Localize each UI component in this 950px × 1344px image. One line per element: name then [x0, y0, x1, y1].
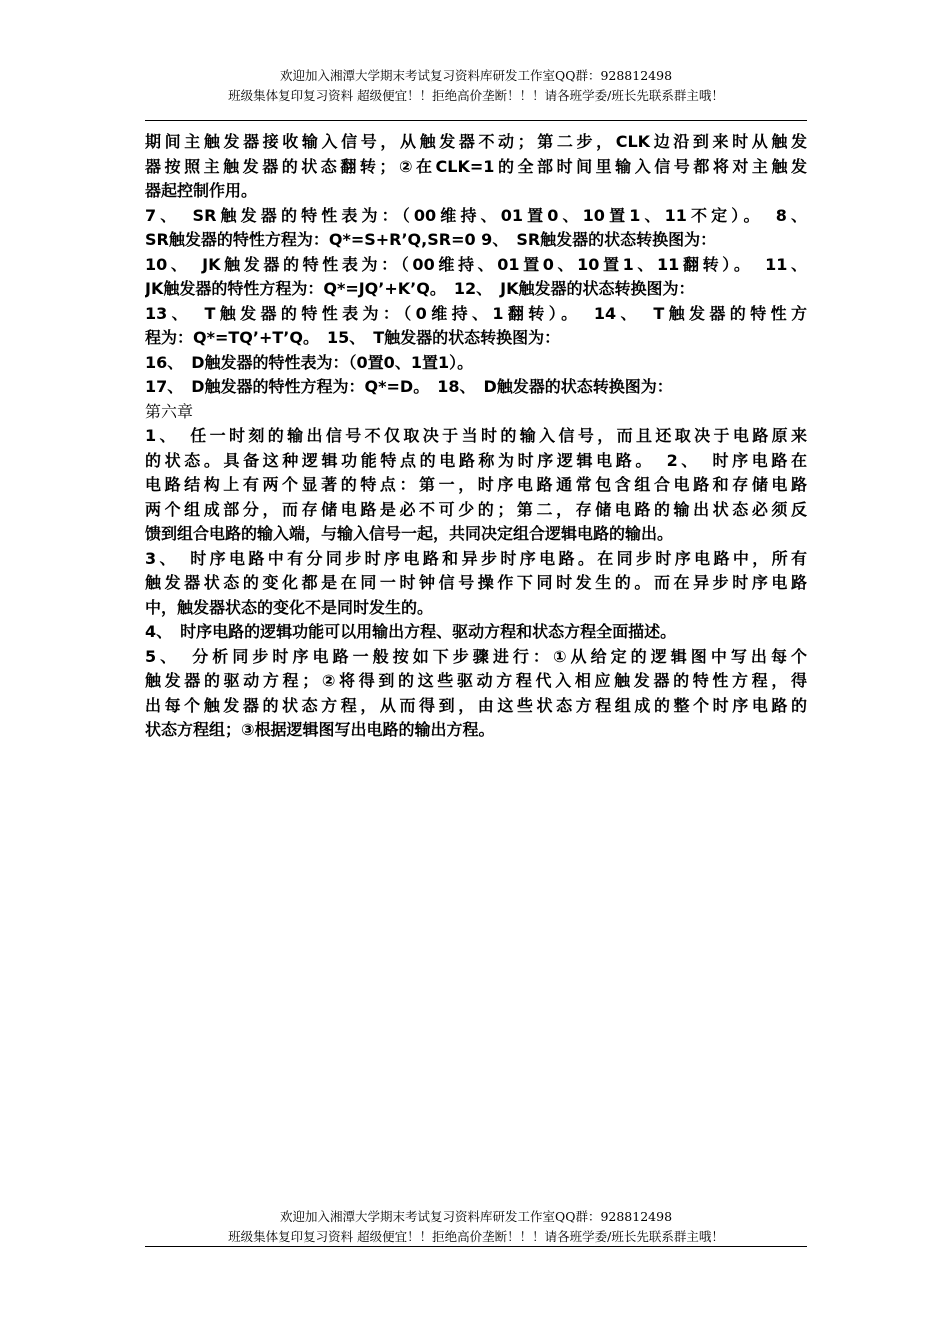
- body-line: 触发器的驱动方程；②将得到的这些驱动方程代入相应触发器的特性方程，得: [145, 671, 807, 690]
- footer-rule: [145, 1246, 807, 1247]
- footer-line-1: 欢迎加入湘潭大学期末考试复习资料库研发工作室QQ群：928812498: [279, 1209, 673, 1224]
- body-line: 程为：Q*=TQ’+T’Q。 15、 T触发器的状态转换图为：: [145, 328, 561, 347]
- body-line: 器按照主触发器的状态翻转；②在CLK=1的全部时间里输入信号都将对主触发: [145, 156, 807, 176]
- body-line: SR触发器的特性方程为：Q*=S+R’Q,SR=0 9、 SR触发器的状态转换图为：: [145, 230, 717, 249]
- body-line: 13、 T触发器的特性表为：（0维持、1翻转）。 14、 T触发器的特性方: [145, 303, 807, 323]
- body-line: 5、 分析同步时序电路一般按如下步骤进行：①从给定的逻辑图中写出每个: [145, 646, 807, 666]
- header-line-2: 班级集体复印复习资料 超级便宜！！拒绝高价垄断！！！请各班学委/班长先联系群主哦！: [228, 88, 724, 103]
- document-body: [145, 130, 807, 743]
- body-line: 电路结构上有两个显著的特点：第一，时序电路通常包含组合电路和存储电路: [145, 475, 807, 494]
- body-line: 3、 时序电路中有分同步时序电路和异步时序电路。在同步时序电路中，所有: [145, 548, 807, 568]
- body-line: 出每个触发器的状态方程，从而得到，由这些状态方程组成的整个时序电路的: [145, 695, 807, 715]
- body-line: 中，触发器状态的变化不是同时发生的。: [145, 597, 434, 617]
- body-line: 状态方程组；③根据逻辑图写出电路的输出方程。: [145, 720, 495, 739]
- body-line: 17、 D触发器的特性方程为：Q*=D。 18、 D触发器的状态转换图为：: [145, 377, 673, 396]
- header-line-1: 欢迎加入湘潭大学期末考试复习资料库研发工作室QQ群：928812498: [279, 68, 673, 83]
- body-line: 触发器状态的变化都是在同一时钟信号操作下同时发生的。而在异步时序电路: [145, 573, 807, 592]
- body-line: 7、 SR触发器的特性表为：（00维持、01置0、10置1、11不定）。 8、: [145, 205, 807, 225]
- body-line: 器起控制作用。: [145, 181, 258, 200]
- header-rule: [145, 120, 807, 121]
- body-line: 16、 D触发器的特性表为：（0置0、1置1）。: [145, 352, 474, 372]
- page-footer: [145, 1207, 807, 1247]
- footer-line-2: 班级集体复印复习资料 超级便宜！！拒绝高价垄断！！！请各班学委/班长先联系群主哦！: [228, 1229, 724, 1244]
- chapter-heading: 第六章: [145, 401, 194, 421]
- body-line: JK触发器的特性方程为：Q*=JQ’+K’Q。 12、 JK触发器的状态转换图为：: [145, 279, 695, 298]
- body-line: 的状态。具备这种逻辑功能特点的电路称为时序逻辑电路。 2、 时序电路在: [145, 450, 807, 470]
- body-line: 两个组成部分，而存储电路是必不可少的；第二，存储电路的输出状态必须反: [145, 499, 807, 519]
- body-line: 馈到组合电路的输入端，与输入信号一起，共同决定组合逻辑电路的输出。: [145, 524, 674, 543]
- body-line: 10、 JK触发器的特性表为：（00维持、01置0、10置1、11翻转）。 11、: [145, 254, 807, 274]
- body-line: 期间主触发器接收输入信号，从触发器不动；第二步，CLK边沿到来时从触发: [145, 132, 807, 151]
- body-line: 4、 时序电路的逻辑功能可以用输出方程、驱动方程和状态方程全面描述。: [145, 622, 677, 641]
- page-header: [145, 66, 807, 106]
- body-line: 1、 任一时刻的输出信号不仅取决于当时的输入信号，而且还取决于电路原来: [145, 426, 807, 445]
